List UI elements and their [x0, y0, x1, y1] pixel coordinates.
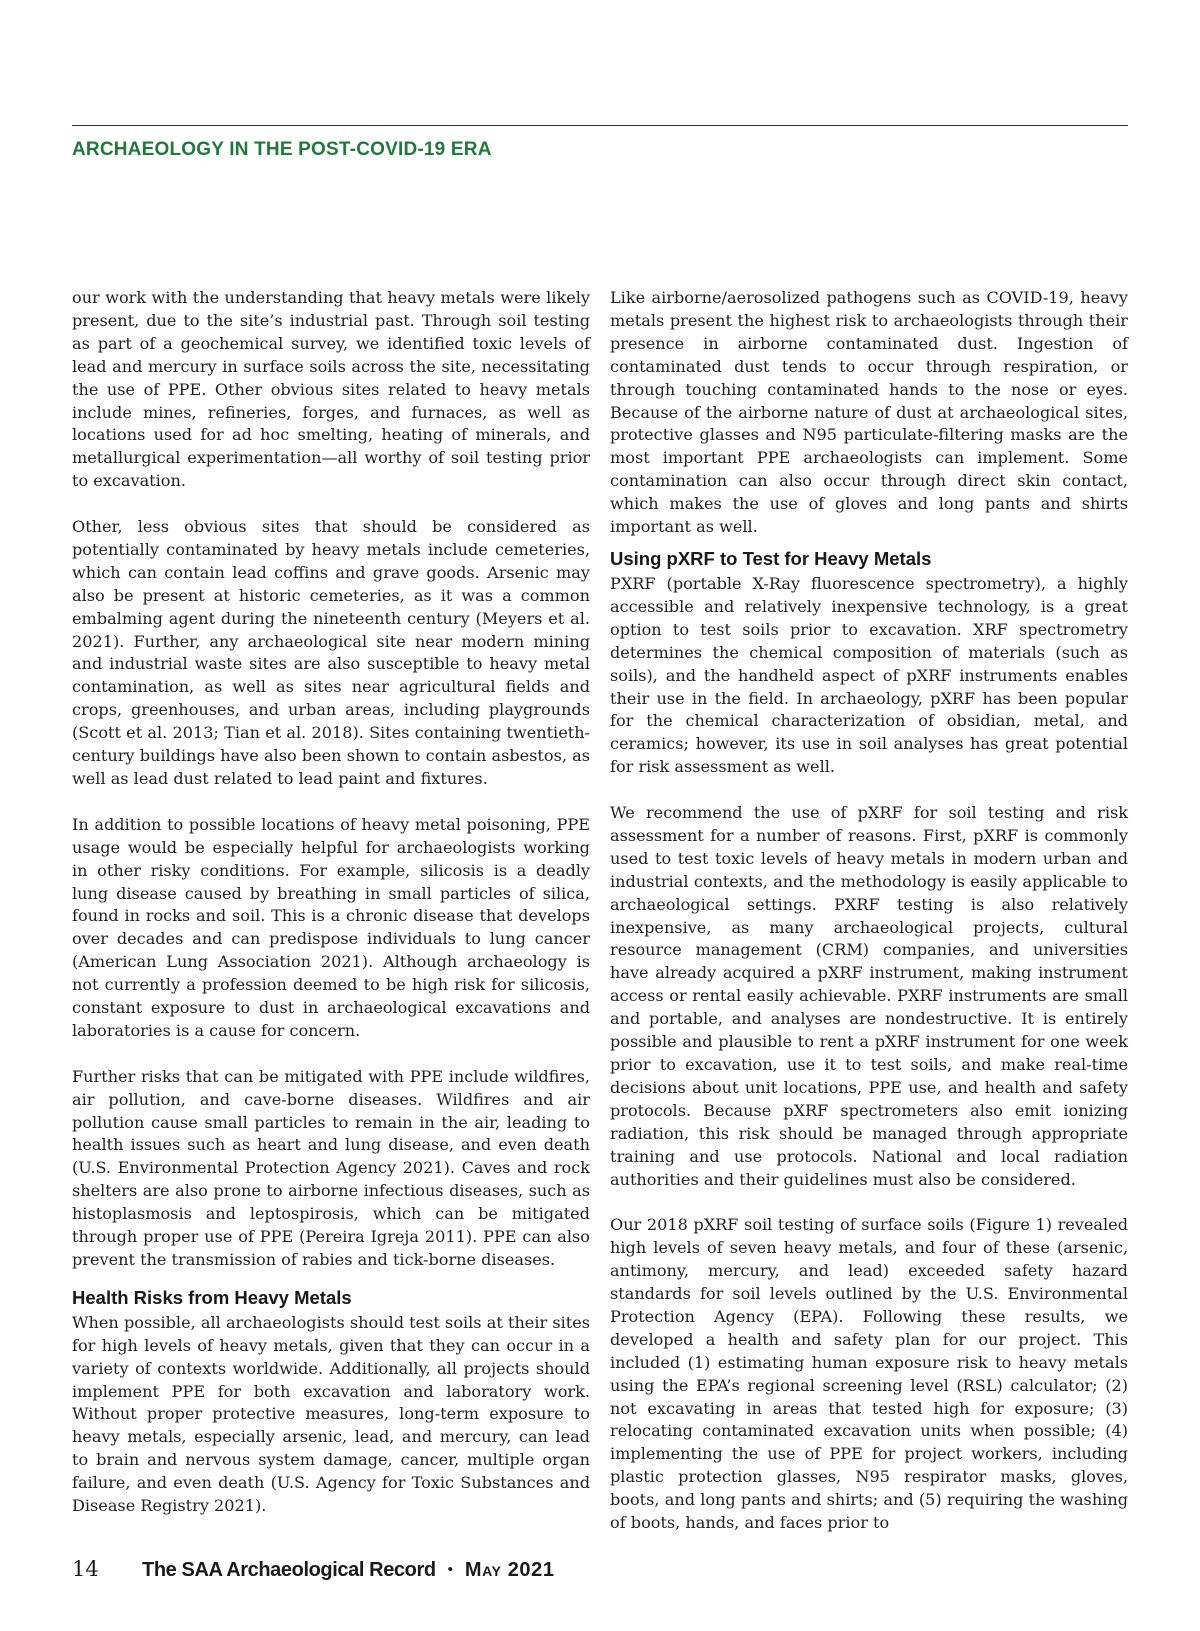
- paragraph: our work with the understanding that heavy metals were likely present, due to the site’s industrial past. Through soil testing as part of a geochemical survey, we identified toxic levels of lead and mercury in surface soils across the site, necessitating the use of PPE. Other obvious sites related to heavy metals include mines, refineries, forges, and furnaces, as well as locations used for ad hoc smelting, heating of minerals, and metallurgical experimentation—all worthy of soil testing prior to excavation.: [72, 288, 590, 491]
- right-column: [610, 287, 1128, 1535]
- paragraph: Other, less obvious sites that should be considered as potentially contaminated by heavy metals include cemeteries, which can contain lead coffins and grave goods. Arsenic may also be present at historic cemeteries, as it was a common embalming agent during the nineteenth century (Meyers et al. 2021). Further, any archaeological site near modern mining and industrial waste sites are also susceptible to heavy metal contamination, as well as sites near agricultural fields and crops, greenhouses, and urban areas, including playgrounds (Scott et al. 2013; Tian et al. 2018). Sites containing twentieth-century buildings have also been shown to contain asbestos, as well as lead dust related to lead paint and fixtures.: [72, 517, 590, 789]
- paragraph: When possible, all archaeologists should test soils at their sites for high levels of heavy metals, given that they can occur in a variety of contexts worldwide. Additionally, all projects should implement PPE for both excavation and laboratory work. Without proper protective measures, long-term exposure to heavy metals, especially arsenic, lead, and mercury, can lead to brain and nervous system damage, cancer, multiple organ failure, and even death (U.S. Agency for Toxic Substances and Disease Registry 2021).: [72, 1312, 590, 1516]
- journal-title: The SAA Archaeological Record: [142, 1559, 436, 1581]
- section-heading-health-risks: Health Risks from Heavy Metals: [72, 1286, 352, 1308]
- header-rule: [72, 125, 1128, 126]
- page-number: 14: [72, 1557, 99, 1581]
- paragraph: Further risks that can be mitigated with PPE include wildfires, air pollution, and cave-borne diseases. Wildfires and air pollution cause small particles to remain in the air, leading to health issues such as heart and lung disease, and even death (U.S. Environmental Protection Agency 2021). Caves and rock shelters are also prone to airborne infectious diseases, such as histoplasmosis and leptospirosis, which can be mitigated through proper use of PPE (Pereira Igreja 2011). PPE can also prevent the transmission of rabies and tick-borne diseases.: [72, 1066, 590, 1270]
- running-head: ARCHAEOLOGY IN THE POST-COVID-19 ERA: [72, 139, 492, 160]
- separator-bullet: •: [447, 1561, 453, 1578]
- section-heading-pxrf: Using pXRF to Test for Heavy Metals: [610, 547, 932, 569]
- paragraph: Our 2018 pXRF soil testing of surface soils (Figure 1) revealed high levels of seven heavy metals, and four of these (arsenic, antimony, mercury, and lead) exceeded safety hazard standards for soil levels outlined by the U.S. Environmental Protection Agency (EPA). Following these results, we developed a health and safety plan for our project. This included (1) estimating human exposure risk to heavy metals using the EPA’s regional screening level (RSL) calculator; (2) not excavating in areas that tested high for exposure; (3) relocating contaminated excavation units when possible; (4) implementing the use of PPE for project workers, including plastic protection glasses, N95 respirator masks, gloves, boots, and long pants and shirts; and (5) requiring the washing of boots, hands, and faces prior to: [610, 1215, 1128, 1533]
- paragraph: Like airborne/aerosolized pathogens such as COVID-19, heavy metals present the highest risk to archaeologists through their presence in airborne contaminated dust. Ingestion of contaminated dust tends to occur through respiration, or through touching contaminated hands to the nose or eyes. Because of the airborne nature of dust at archaeological sites, protective glasses and N95 particulate-filtering masks are the most important PPE archaeologists can implement. Some contamination can also occur through direct skin contact, which makes the use of gloves and long pants and shirts important as well.: [610, 288, 1128, 537]
- page-footer: [72, 1557, 555, 1582]
- issue-date: May 2021: [464, 1559, 555, 1581]
- paragraph: PXRF (portable X-Ray fluorescence spectrometry), a highly accessible and relatively inexpensive technology, is a great option to test soils prior to excavation. XRF spectrometry determines the chemical composition of materials (such as soils), and the handheld aspect of pXRF instruments enables their use in the field. In archaeology, pXRF has been popular for the chemical characterization of obsidian, metal, and ceramics; however, its use in soil analyses has great potential for risk assessment as well.: [610, 573, 1128, 777]
- paragraph: In addition to possible locations of heavy metal poisoning, PPE usage would be especially helpful for archaeologists working in other risky conditions. For example, silicosis is a deadly lung disease caused by breathing in small particles of silica, found in rocks and soil. This is a chronic disease that develops over decades and can predispose individuals to lung cancer (American Lung Association 2021). Although archaeology is not currently a profession deemed to be high risk for silicosis, constant exposure to dust in archaeological excavations and laboratories is a cause for concern.: [72, 814, 590, 1040]
- paragraph: We recommend the use of pXRF for soil testing and risk assessment for a number of reasons. First, pXRF is commonly used to test toxic levels of heavy metals in modern urban and industrial contexts, and the methodology is easily applicable to archaeological settings. PXRF testing is also relatively inexpensive, as many archaeological projects, cultural resource management (CRM) companies, and universities have already acquired a pXRF instrument, making instrument access or rental easily achievable. PXRF instruments are small and portable, and analyses are nondestructive. It is entirely possible and plausible to rent a pXRF instrument for one week prior to excavation, use it to test soils, and make real-time decisions about unit locations, PPE use, and health and safety protocols. Because pXRF spectrometers also emit ionizing radiation, this risk should be managed through appropriate training and use protocols. National and local radiation authorities and their guidelines must also be considered.: [610, 803, 1128, 1189]
- left-column: [72, 287, 590, 1518]
